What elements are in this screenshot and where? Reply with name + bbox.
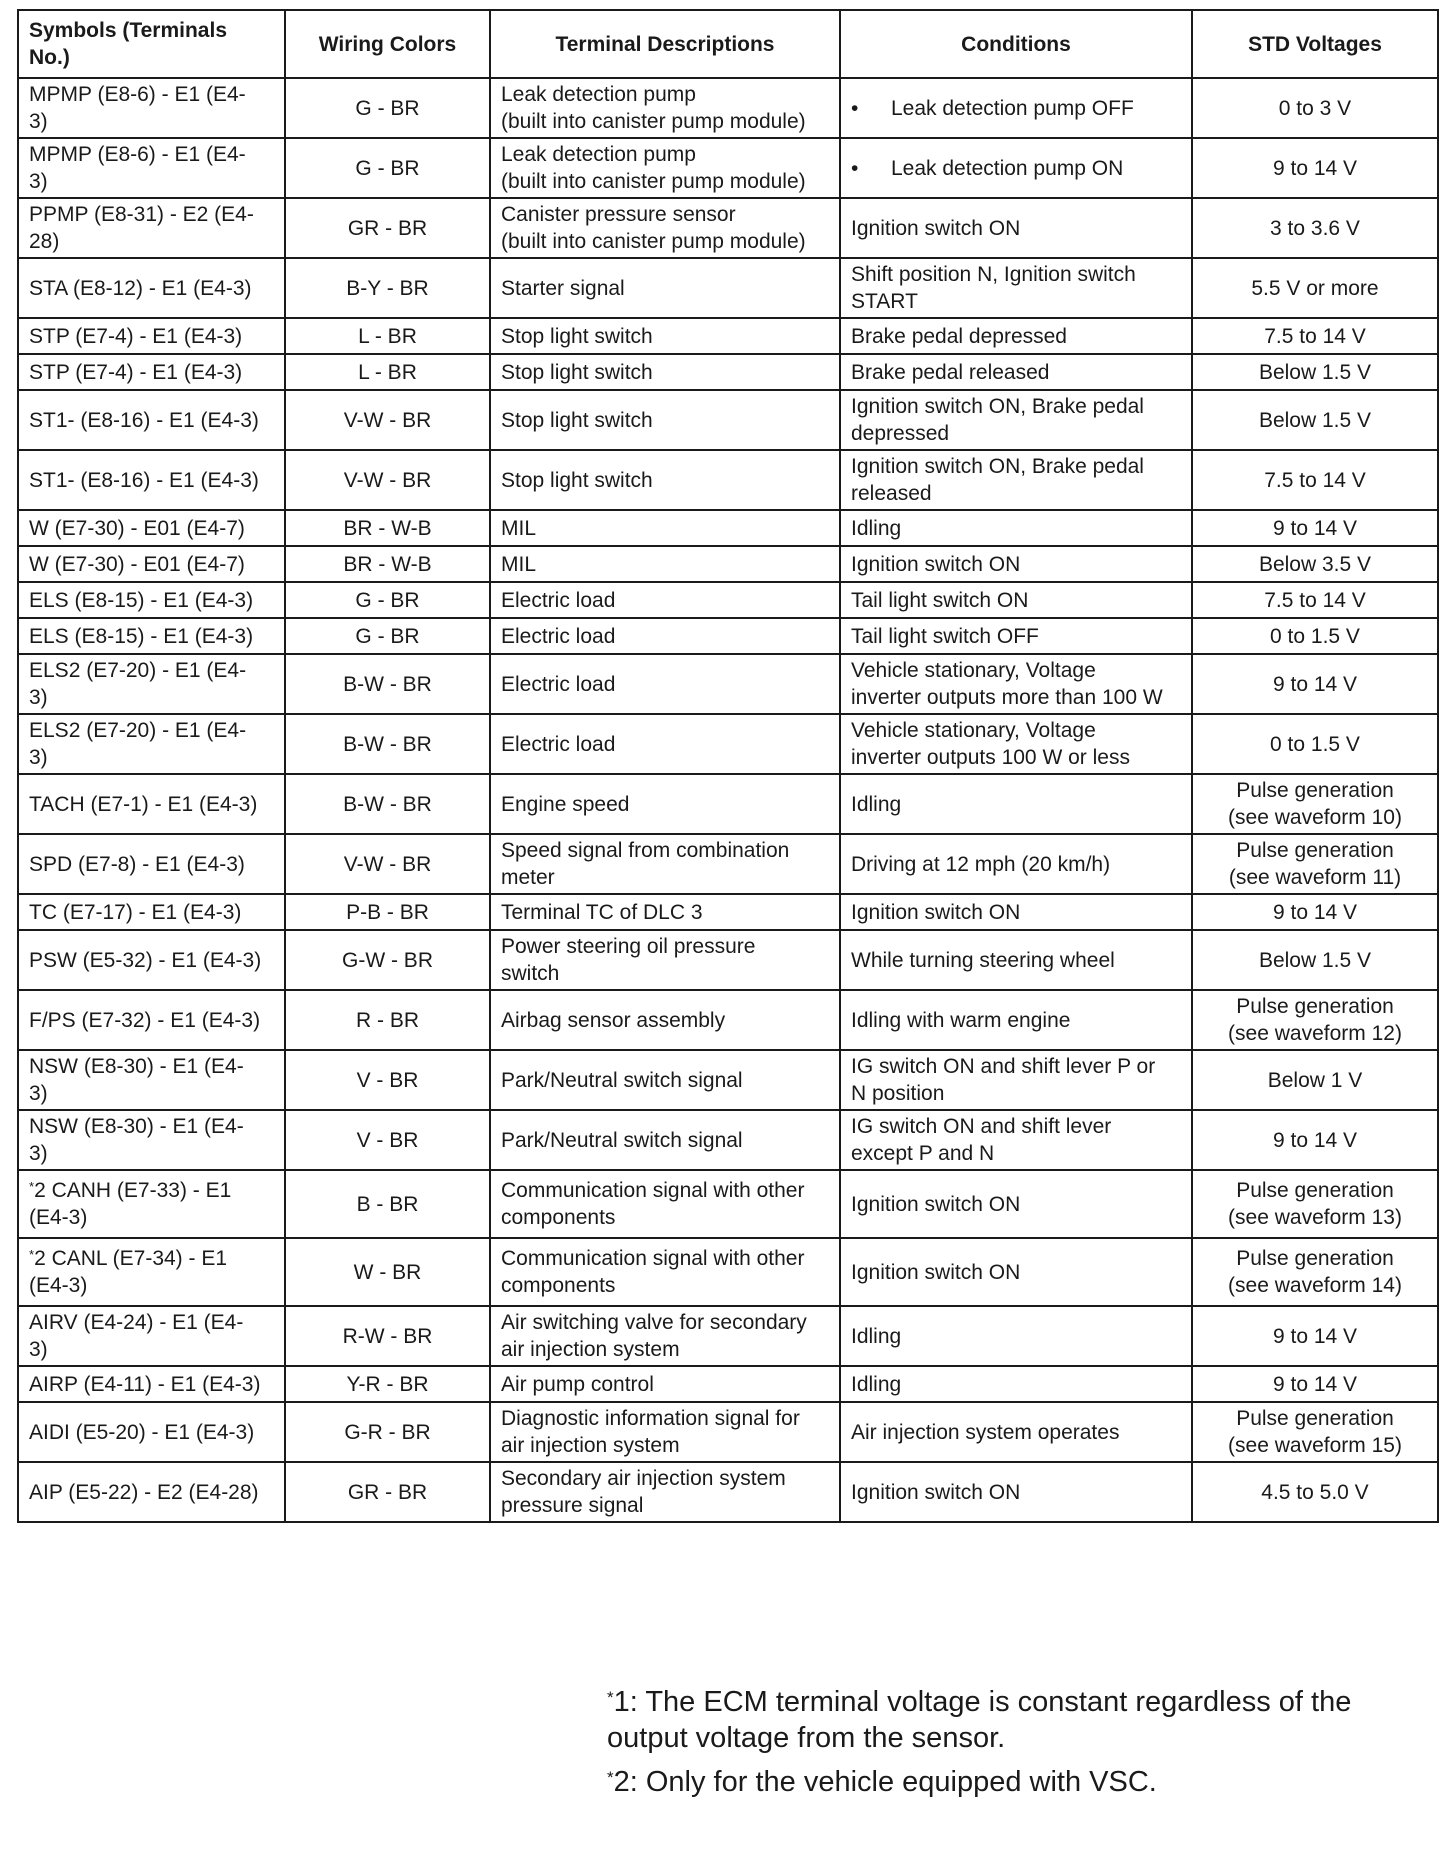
cell-std-voltage: Pulse generation (see waveform 12) [1192,990,1438,1050]
condition-text: Ignition switch ON [851,552,1021,576]
cell-wiring-color: B-W - BR [285,714,490,774]
condition-text: Brake pedal depressed [851,324,1067,348]
cell-description: Secondary air injection system pressure signal [490,1462,840,1522]
cell-symbol [18,894,285,930]
symbol-text: TC (E7-17) - E1 (E4-3) [29,900,242,924]
cell-symbol [18,834,285,894]
cell-wiring-color: L - BR [285,318,490,354]
cell-condition [840,1402,1192,1462]
cell-condition [840,834,1192,894]
cell-wiring-color: L - BR [285,354,490,390]
footnote-1-text: 1: The ECM terminal voltage is constant regardless of the output voltage from the sensor. [607,1686,1352,1754]
cell-symbol [18,774,285,834]
condition-bullet-item [851,155,1181,182]
cell-wiring-color: B-W - BR [285,774,490,834]
footnote-marker: * [29,1247,35,1262]
table-row [18,834,1438,894]
cell-std-voltage: Below 1.5 V [1192,930,1438,990]
cell-wiring-color: P-B - BR [285,894,490,930]
cell-condition [840,198,1192,258]
cell-description: Canister pressure sensor (built into canister pump module) [490,198,840,258]
table-row [18,1462,1438,1522]
condition-text: IG switch ON and shift lever P or N position [851,1055,1156,1105]
cell-symbol [18,1462,285,1522]
table-row [18,774,1438,834]
cell-wiring-color: G - BR [285,582,490,618]
condition-text: Idling with warm engine [851,1008,1071,1032]
table-row [18,1110,1438,1170]
cell-wiring-color: W - BR [285,1238,490,1306]
cell-condition [840,318,1192,354]
cell-description: Stop light switch [490,450,840,510]
condition-text: Driving at 12 mph (20 km/h) [851,852,1111,876]
cell-description: Air switching valve for secondary air injection system [490,1306,840,1366]
cell-wiring-color: G - BR [285,618,490,654]
cell-std-voltage: 5.5 V or more [1192,258,1438,318]
symbol-text: AIRV (E4-24) - E1 (E4- 3) [29,1311,244,1361]
cell-wiring-color: V - BR [285,1050,490,1110]
cell-description: Starter signal [490,258,840,318]
symbol-text: ST1- (E8-16) - E1 (E4-3) [29,408,259,432]
cell-wiring-color: GR - BR [285,198,490,258]
condition-text: Ignition switch ON [851,216,1021,240]
table-row [18,582,1438,618]
cell-symbol [18,1110,285,1170]
cell-symbol [18,258,285,318]
symbol-text: AIDI (E5-20) - E1 (E4-3) [29,1420,255,1444]
condition-text: Leak detection pump ON [891,156,1124,180]
cell-condition [840,1238,1192,1306]
symbol-text: NSW (E8-30) - E1 (E4- 3) [29,1055,244,1105]
cell-condition [840,1306,1192,1366]
header-symbol: Symbols (Terminals No.) [18,10,285,78]
cell-wiring-color: B-Y - BR [285,258,490,318]
header-desc: Terminal Descriptions [490,10,840,78]
symbol-text: TACH (E7-1) - E1 (E4-3) [29,792,258,816]
condition-text: Ignition switch ON, Brake pedal released [851,455,1144,505]
table-row [18,198,1438,258]
table-row [18,1306,1438,1366]
cell-symbol [18,1402,285,1462]
condition-text: Leak detection pump OFF [891,96,1134,120]
cell-condition [840,618,1192,654]
cell-condition [840,582,1192,618]
bullet-icon: • [851,156,859,180]
cell-symbol [18,1170,285,1238]
cell-wiring-color: V-W - BR [285,450,490,510]
cell-wiring-color: G-R - BR [285,1402,490,1462]
symbol-text: PSW (E5-32) - E1 (E4-3) [29,948,262,972]
symbol-text: NSW (E8-30) - E1 (E4- 3) [29,1115,244,1165]
terminal-voltage-table [17,9,1439,1523]
cell-description: Speed signal from combination meter [490,834,840,894]
condition-text: Brake pedal released [851,360,1050,384]
table-body [18,78,1438,1522]
cell-std-voltage: 9 to 14 V [1192,510,1438,546]
cell-std-voltage: 9 to 14 V [1192,1110,1438,1170]
cell-description: Electric load [490,654,840,714]
cell-std-voltage: 0 to 3 V [1192,78,1438,138]
condition-text: Air injection system operates [851,1420,1120,1444]
cell-std-voltage: Below 1.5 V [1192,354,1438,390]
cell-description: Electric load [490,714,840,774]
cell-condition [840,138,1192,198]
condition-text: While turning steering wheel [851,948,1115,972]
table-row [18,318,1438,354]
cell-std-voltage: Pulse generation (see waveform 14) [1192,1238,1438,1306]
table-row [18,894,1438,930]
cell-std-voltage: 9 to 14 V [1192,1306,1438,1366]
symbol-text: ELS2 (E7-20) - E1 (E4- 3) [29,659,247,709]
cell-std-voltage: Pulse generation (see waveform 10) [1192,774,1438,834]
cell-condition [840,1110,1192,1170]
cell-description: Leak detection pump (built into canister pump module) [490,138,840,198]
cell-description: Air pump control [490,1366,840,1402]
footnote-marker: * [29,1179,35,1194]
condition-text: Vehicle stationary, Voltage inverter outputs 100 W or less [851,719,1130,769]
cell-std-voltage: Pulse generation (see waveform 15) [1192,1402,1438,1462]
cell-std-voltage: Pulse generation (see waveform 13) [1192,1170,1438,1238]
cell-description: Terminal TC of DLC 3 [490,894,840,930]
cell-condition [840,258,1192,318]
condition-text: Ignition switch ON [851,1480,1021,1504]
condition-bullet-item [851,95,1181,122]
cell-description: Stop light switch [490,354,840,390]
cell-std-voltage: 7.5 to 14 V [1192,582,1438,618]
symbol-text: W (E7-30) - E01 (E4-7) [29,516,245,540]
table-row [18,714,1438,774]
table-row [18,546,1438,582]
condition-text: Idling [851,1324,902,1348]
table-row [18,930,1438,990]
cell-std-voltage: Below 1.5 V [1192,390,1438,450]
cell-symbol [18,450,285,510]
symbol-text: STA (E8-12) - E1 (E4-3) [29,276,252,300]
cell-description: Stop light switch [490,318,840,354]
cell-symbol [18,546,285,582]
condition-text: Idling [851,516,902,540]
symbol-text: F/PS (E7-32) - E1 (E4-3) [29,1008,261,1032]
cell-symbol [18,1306,285,1366]
cell-description: MIL [490,510,840,546]
cell-wiring-color: B-W - BR [285,654,490,714]
cell-std-voltage: 9 to 14 V [1192,1366,1438,1402]
cell-condition [840,546,1192,582]
table-row [18,510,1438,546]
cell-description: Leak detection pump (built into canister pump module) [490,78,840,138]
cell-wiring-color: G - BR [285,78,490,138]
symbol-text: MPMP (E8-6) - E1 (E4- 3) [29,143,246,193]
cell-condition [840,930,1192,990]
table-row [18,654,1438,714]
cell-wiring-color: G-W - BR [285,930,490,990]
cell-description: Airbag sensor assembly [490,990,840,1050]
cell-wiring-color: V-W - BR [285,834,490,894]
cell-description: Park/Neutral switch signal [490,1110,840,1170]
cell-condition [840,1170,1192,1238]
header-cond: Conditions [840,10,1192,78]
footnotes [607,1684,1407,1808]
cell-std-voltage: 7.5 to 14 V [1192,450,1438,510]
cell-std-voltage: Pulse generation (see waveform 11) [1192,834,1438,894]
cell-symbol [18,198,285,258]
cell-description: MIL [490,546,840,582]
condition-text: Ignition switch ON [851,1260,1021,1284]
symbol-text: AIP (E5-22) - E2 (E4-28) [29,1480,259,1504]
cell-wiring-color: V - BR [285,1110,490,1170]
cell-std-voltage: 0 to 1.5 V [1192,618,1438,654]
table-row [18,390,1438,450]
condition-text: Shift position N, Ignition switch START [851,263,1136,313]
cell-symbol [18,78,285,138]
cell-wiring-color: G - BR [285,138,490,198]
cell-wiring-color: GR - BR [285,1462,490,1522]
condition-text: Idling [851,1372,902,1396]
cell-wiring-color: V-W - BR [285,390,490,450]
symbol-text: ELS (E8-15) - E1 (E4-3) [29,588,254,612]
cell-symbol [18,354,285,390]
cell-symbol [18,990,285,1050]
cell-symbol [18,714,285,774]
cell-description: Diagnostic information signal for air injection system [490,1402,840,1462]
symbol-text: 2 CANH (E7-33) - E1 (E4-3) [29,1179,232,1229]
table-row [18,258,1438,318]
cell-symbol [18,582,285,618]
table-row [18,1238,1438,1306]
cell-std-voltage: 7.5 to 14 V [1192,318,1438,354]
cell-symbol [18,390,285,450]
table-row [18,354,1438,390]
cell-std-voltage: Below 3.5 V [1192,546,1438,582]
footnote-2-text: 2: Only for the vehicle equipped with VSC. [613,1766,1157,1798]
cell-condition [840,774,1192,834]
symbol-text: AIRP (E4-11) - E1 (E4-3) [29,1372,261,1396]
cell-std-voltage: 9 to 14 V [1192,654,1438,714]
symbol-text: PPMP (E8-31) - E2 (E4- 28) [29,203,254,253]
cell-condition [840,450,1192,510]
cell-wiring-color: R-W - BR [285,1306,490,1366]
cell-wiring-color: BR - W-B [285,546,490,582]
cell-condition [840,78,1192,138]
cell-symbol [18,1366,285,1402]
symbol-text: ST1- (E8-16) - E1 (E4-3) [29,468,259,492]
cell-condition [840,990,1192,1050]
cell-condition [840,390,1192,450]
cell-condition [840,894,1192,930]
cell-symbol [18,510,285,546]
cell-std-voltage: 9 to 14 V [1192,138,1438,198]
footnote-1 [607,1684,1407,1756]
cell-wiring-color: BR - W-B [285,510,490,546]
cell-symbol [18,654,285,714]
condition-text: Vehicle stationary, Voltage inverter outputs more than 100 W [851,659,1163,709]
table-row [18,450,1438,510]
table-row [18,1402,1438,1462]
table-row [18,1366,1438,1402]
cell-condition [840,654,1192,714]
cell-wiring-color: R - BR [285,990,490,1050]
cell-symbol [18,1238,285,1306]
condition-text: IG switch ON and shift lever except P and N [851,1115,1112,1165]
table-row [18,990,1438,1050]
cell-condition [840,1050,1192,1110]
condition-text: Ignition switch ON, Brake pedal depressed [851,395,1144,445]
table-row [18,138,1438,198]
condition-text: Tail light switch OFF [851,624,1039,648]
cell-std-voltage: 9 to 14 V [1192,894,1438,930]
cell-condition [840,510,1192,546]
footnote-2 [607,1764,1407,1800]
cell-description: Park/Neutral switch signal [490,1050,840,1110]
cell-condition [840,1462,1192,1522]
symbol-text: STP (E7-4) - E1 (E4-3) [29,360,243,384]
cell-std-voltage: 4.5 to 5.0 V [1192,1462,1438,1522]
cell-description: Electric load [490,618,840,654]
condition-text: Idling [851,792,902,816]
cell-description: Stop light switch [490,390,840,450]
symbol-text: W (E7-30) - E01 (E4-7) [29,552,245,576]
cell-wiring-color: Y-R - BR [285,1366,490,1402]
cell-condition [840,354,1192,390]
bullet-icon: • [851,96,859,120]
cell-description: Communication signal with other components [490,1238,840,1306]
cell-symbol [18,138,285,198]
footnote-1-marker: * [607,1688,614,1707]
symbol-text: STP (E7-4) - E1 (E4-3) [29,324,243,348]
cell-description: Engine speed [490,774,840,834]
table-row [18,78,1438,138]
table-row [18,618,1438,654]
cell-description: Power steering oil pressure switch [490,930,840,990]
condition-text: Ignition switch ON [851,900,1021,924]
condition-text: Tail light switch ON [851,588,1029,612]
cell-std-voltage: 3 to 3.6 V [1192,198,1438,258]
cell-condition [840,714,1192,774]
cell-wiring-color: B - BR [285,1170,490,1238]
symbol-text: 2 CANL (E7-34) - E1 (E4-3) [29,1247,228,1297]
cell-std-voltage: Below 1 V [1192,1050,1438,1110]
cell-description: Communication signal with other components [490,1170,840,1238]
condition-text: Ignition switch ON [851,1192,1021,1216]
symbol-text: MPMP (E8-6) - E1 (E4- 3) [29,83,246,133]
cell-std-voltage: 0 to 1.5 V [1192,714,1438,774]
symbol-text: ELS2 (E7-20) - E1 (E4- 3) [29,719,247,769]
cell-description: Electric load [490,582,840,618]
cell-condition [840,1366,1192,1402]
table-row [18,1050,1438,1110]
header-wiring: Wiring Colors [285,10,490,78]
footnote-2-marker: * [607,1768,614,1787]
header-row [18,10,1438,78]
symbol-text: ELS (E8-15) - E1 (E4-3) [29,624,254,648]
cell-symbol [18,1050,285,1110]
cell-symbol [18,930,285,990]
cell-symbol [18,618,285,654]
symbol-text: SPD (E7-8) - E1 (E4-3) [29,852,245,876]
cell-symbol [18,318,285,354]
table-row [18,1170,1438,1238]
header-volt: STD Voltages [1192,10,1438,78]
